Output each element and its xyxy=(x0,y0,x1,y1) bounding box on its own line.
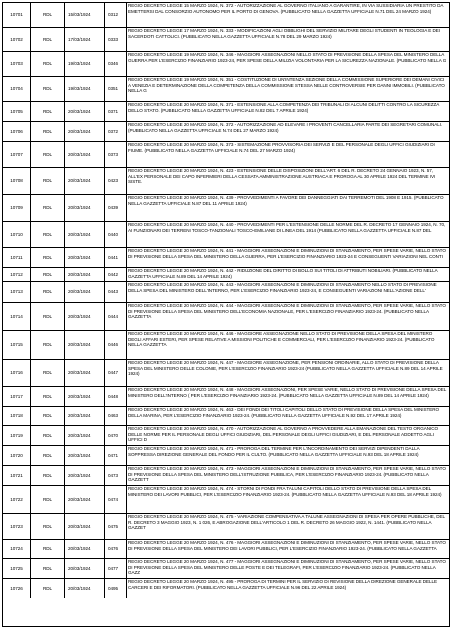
act-type-cell xyxy=(31,540,65,558)
act-number-cell-text: 0473 xyxy=(108,472,119,478)
act-number-cell xyxy=(105,282,127,302)
record-id-cell xyxy=(3,168,31,194)
table-row xyxy=(3,514,449,540)
record-id-cell-text: 10715 xyxy=(10,342,23,348)
act-number-cell xyxy=(105,486,127,513)
act-date-cell-text: 20/03/1924 xyxy=(68,432,91,438)
table-row xyxy=(3,28,449,52)
act-number-cell-text: 0372 xyxy=(108,128,119,134)
act-date-cell xyxy=(65,559,105,578)
record-id-cell-text: 10723 xyxy=(10,523,23,529)
description-cell xyxy=(127,514,449,539)
act-type-cell-text: RDL xyxy=(42,546,53,552)
table-row xyxy=(3,52,449,77)
record-id-cell-text: 10716 xyxy=(10,370,23,376)
record-id-cell xyxy=(3,559,31,578)
act-date-cell-text: 20/03/1924 xyxy=(68,231,91,237)
act-type-cell-text: RDL xyxy=(42,151,53,157)
description-cell-text: REGIO DECRETO LEGGE 20 MARZO 1924, N. 446 - MAGGIORE ASSEGNAZIONE NELLO STATO DI PREVISIONE DELLA SPESA DEL MINISTERO DEGLI AFFARI ESTERI, PER SPESE RELATIVE A MISSIONI POLITICHE E COMMERCIALI, PER L'ESERCIZIO FINANZIARIO 1923-24. (PUBBLICATO NELLA GAZZETTA xyxy=(128,331,435,348)
act-date-cell-text: 20/03/1924 xyxy=(68,342,91,348)
act-type-cell xyxy=(31,407,65,425)
act-type-cell-text: RDL xyxy=(42,36,53,42)
record-id-cell xyxy=(3,331,31,359)
act-date-cell xyxy=(65,514,105,539)
act-type-cell xyxy=(31,387,65,406)
act-type-cell xyxy=(31,579,65,598)
act-date-cell xyxy=(65,446,105,465)
table-row xyxy=(3,331,449,360)
record-id-cell xyxy=(3,268,31,281)
act-number-cell-text: 0470 xyxy=(108,432,119,438)
act-date-cell xyxy=(65,195,105,221)
act-type-cell xyxy=(31,559,65,578)
description-cell xyxy=(127,28,449,51)
act-number-cell xyxy=(105,122,127,141)
description-cell-text: REGIO DECRETO LEGGE 20 MARZO 1924, N. 471 - PROROGA DEL TERMINE PER L'INCORDINAMENTO DEI SERVIZI DIPENDENTI DALLA SOPPRESSA DIREZIONE GENERALE DEL FONDO PER IL CULTO. (PUBBLICATO NELLA GAZZETTA UFFICIALE N.93 DEL 18 APRILE 1924) xyxy=(128,446,420,457)
description-cell xyxy=(127,331,449,359)
act-number-cell xyxy=(105,248,127,267)
table-row xyxy=(3,446,449,466)
act-type-cell-text: RDL xyxy=(42,313,53,319)
act-type-cell xyxy=(31,122,65,141)
act-type-cell-text: RDL xyxy=(42,128,53,134)
act-number-cell-text: 0463 xyxy=(108,413,119,419)
act-type-cell xyxy=(31,77,65,101)
act-date-cell-text: 20/03/1924 xyxy=(68,254,91,260)
table-row xyxy=(3,248,449,268)
record-id-cell-text: 10701 xyxy=(10,12,23,18)
act-date-cell xyxy=(65,28,105,51)
record-id-cell-text: 10708 xyxy=(10,178,23,184)
act-type-cell-text: RDL xyxy=(42,271,53,277)
act-number-cell xyxy=(105,77,127,101)
act-type-cell-text: RDL xyxy=(42,432,53,438)
act-number-cell xyxy=(105,28,127,51)
record-id-cell-text: 10721 xyxy=(10,472,23,478)
act-number-cell-text: 0444 xyxy=(108,313,119,319)
record-id-cell xyxy=(3,387,31,406)
act-date-cell-text: 20/03/1924 xyxy=(68,370,91,376)
record-id-cell-text: 10713 xyxy=(10,289,23,295)
act-date-cell xyxy=(65,122,105,141)
act-type-cell-text: RDL xyxy=(42,565,53,571)
description-cell xyxy=(127,486,449,513)
act-date-cell-text: 19/03/1924 xyxy=(68,86,91,92)
act-date-cell xyxy=(65,486,105,513)
act-number-cell xyxy=(105,559,127,578)
act-date-cell xyxy=(65,579,105,598)
act-date-cell xyxy=(65,248,105,267)
act-type-cell xyxy=(31,360,65,386)
act-type-cell xyxy=(31,102,65,121)
table-row xyxy=(3,466,449,486)
act-number-cell-text: 0443 xyxy=(108,289,119,295)
act-number-cell-text: 0371 xyxy=(108,108,119,114)
table-row xyxy=(3,77,449,102)
act-number-cell xyxy=(105,195,127,221)
act-number-cell-text: 0441 xyxy=(108,254,119,260)
act-type-cell xyxy=(31,446,65,465)
description-cell xyxy=(127,168,449,194)
table-row xyxy=(3,282,449,303)
act-type-cell-text: RDL xyxy=(42,178,53,184)
description-cell xyxy=(127,268,449,281)
act-type-cell xyxy=(31,514,65,539)
record-id-cell-text: 10709 xyxy=(10,205,23,211)
record-id-cell xyxy=(3,579,31,598)
act-date-cell xyxy=(65,303,105,330)
act-date-cell-text: 20/03/1924 xyxy=(68,313,91,319)
act-type-cell xyxy=(31,52,65,76)
table-row xyxy=(3,407,449,426)
act-date-cell-text: 20/03/1924 xyxy=(68,452,91,458)
description-cell xyxy=(127,407,449,425)
description-cell-text: REGIO DECRETO LEGGE 20 MARZO 1924, N. 440 - PROVVEDIMENTI PER L'ESTENSIONE DELLE NORME DEL R. DECRETO 17 GENNAIO 1924, N. 70, AI FUNZIONARI DEI TERRENI TOSCO-TANZIONALI TOSCO-EMILIANE DI LINEA DEL 1914 (PUBBLICATO NELLA GAZZETTA UFFICIALE N.87 DEL xyxy=(128,222,446,233)
description-cell-text: REGIO DECRETO LEGGE 20 MARZO 1924, N. 473 - MAGGIORI ASSEGNAZIONI E DIMINUZIONI DI STANZIAMENTO, PER SPESE VARIE, NELLO STATO DI PREVISIONE DELLA SPESA DEL MINISTERO DELL'ISTRUZIONE PUBBLICA, PER L'ESERCIZIO FINANZIARIO 1923-24. (PUBBLICATO NELLA GAZZETT xyxy=(128,466,446,483)
description-cell-text: REGIO DECRETO LEGGE 20 MARZO 1924, N. 439 - PROVVEDIMENTI A FAVORE DEI DANNEGGIATI DAI TERREMOTI DEL 1908 E 1915. (PUBBLICATO NELLA GAZZETTA UFFICIALE N.87 DEL 11 APRILE 1924) xyxy=(128,195,444,206)
act-number-cell xyxy=(105,514,127,539)
act-number-cell xyxy=(105,446,127,465)
act-date-cell xyxy=(65,466,105,485)
description-cell-text: REGIO DECRETO LEGGE 20 MARZO 1924, N. 443 - MAGGIORI ASSEGNAZIONI E DIMINUZIONI DI STANZIAMENTO NELLO STATO DI PREVISIONE DELLA SPESA DEL MINISTERO DELL'INTERNO, PER L'ESERCIZIO FINANZIARIO 1923-24, E CONSEGUENTI VARIAZIONI NELL'AZIONE DELL' xyxy=(128,282,437,293)
act-date-cell-text: 20/03/1924 xyxy=(68,271,91,277)
table-row xyxy=(3,540,449,559)
description-cell xyxy=(127,3,449,27)
act-number-cell xyxy=(105,426,127,445)
record-id-cell xyxy=(3,52,31,76)
record-id-cell-text: 10718 xyxy=(10,413,23,419)
act-number-cell-text: 0474 xyxy=(108,496,119,502)
act-date-cell-text: 20/03/1924 xyxy=(68,496,91,502)
description-cell-text: REGIO DECRETO LEGGE 20 MARZO 1924, N. 373 - SISTEMAZIONE PROVVISORIA DEI SERVIZI E DEL PERSONALE DEGLI UFFICI GIUDIZIARI DI FIUME. (PUBBLICATO NELLA GAZZETTA UFFICIALE N.74 DEL 27 MARZO 1924) xyxy=(128,142,435,153)
description-cell xyxy=(127,102,449,121)
table-row xyxy=(3,387,449,407)
act-type-cell xyxy=(31,168,65,194)
description-cell-text: REGIO DECRETO LEGGE 20 MARZO 1924, N. 477 - MAGGIORI ASSEGNAZIONI E DIMINUZIONI DI STANZIAMENTO, PER SPESE VARIE, NELLO STATO DI PREVISIONE DELLA SPESA DEL MINISTERO DELLE POSTE E DEI TELEGRAFI, PER L'ESERCIZIO FINANZIARIO 1923-24. (PUBBLICATO NELLA GAZZ xyxy=(128,559,446,576)
description-cell xyxy=(127,222,449,247)
act-date-cell xyxy=(65,282,105,302)
act-type-cell xyxy=(31,303,65,330)
act-type-cell xyxy=(31,222,65,247)
act-date-cell xyxy=(65,407,105,425)
description-cell xyxy=(127,122,449,141)
act-number-cell-text: 0373 xyxy=(108,151,119,157)
table-row xyxy=(3,579,449,598)
description-cell xyxy=(127,303,449,330)
record-id-cell xyxy=(3,3,31,27)
description-cell xyxy=(127,360,449,386)
act-date-cell-text: 20/03/1924 xyxy=(68,413,91,419)
description-cell-text: REGIO DECRETO LEGGE 15 MARZO 1924, N. 372 - AUTORIZZAZIONE AL GOVERNO ITALIANO A GARANTIRE, IN VIA SUSSIDIARIA UN PRESTITO DA EMETTERSI DAL CONSORZIO AUTONOMO PER IL PORTO DI GENOVA. (PUBBLICATO NELLA GAZZETTA UFFICIALE N.71 DEL 24 MARZO 1924) xyxy=(128,3,444,14)
act-date-cell xyxy=(65,168,105,194)
record-id-cell-text: 10711 xyxy=(10,254,23,260)
table-row xyxy=(3,303,449,331)
act-type-cell xyxy=(31,282,65,302)
act-number-cell-text: 0439 xyxy=(108,205,119,211)
record-id-cell-text: 10707 xyxy=(10,151,23,157)
act-type-cell xyxy=(31,486,65,513)
act-date-cell xyxy=(65,3,105,27)
act-date-cell xyxy=(65,77,105,101)
description-cell-text: REGIO DECRETO LEGGE 20 MARZO 1924, N. 474 - STORNI DI FONDI FRA TALUNI CAPITOLI DELLO STATO DI PREVISIONE DELLA SPESA DEL MINISTERO DEI LAVORI PUBBLICI, PER L'ESERCIZIO FINANZIARIO 1923-24. (PUBBLICATO NELLA GAZZETTA UFFICIALE N.93 DEL 18 APRILE 1924) xyxy=(128,486,442,497)
act-number-cell xyxy=(105,3,127,27)
record-id-cell-text: 10724 xyxy=(10,546,23,552)
description-cell-text: REGIO DECRETO LEGGE 20 MARZO 1924, N. 470 - AUTORIZZAZIONE AL GOVERNO A PROVVEDERE ALLA EMANAZIONE DEL TESTO ORGANICO DELLE NORME PER IL PERSONALE DEGLI UFFICI GIUDIZIARI, DEL PERSONALE DEGLI UFFICI GIUDIZIARI, E DEL PERSONALE ADDETTO AGLI UFFICI D xyxy=(128,426,439,443)
description-cell xyxy=(127,248,449,267)
act-number-cell-text: 0423 xyxy=(108,178,119,184)
record-id-cell xyxy=(3,426,31,445)
description-cell-text: REGIO DECRETO LEGGE 20 MARZO 1924, N. 448 - MAGGIORI ASSEGNAZIONI, PER SPESE VARIE, NELLO STATO DI PREVISIONE DELLA SPESA DEL MINISTERO DELL'INTERNO ( PER L'ESERCIZIO FINANZIARIO 1923-24. (PUBBLICATO NELLA GAZZETTA UFFICIALE N.89 DEL 14 APRILE 1924) xyxy=(128,387,447,398)
act-type-cell xyxy=(31,466,65,485)
act-number-cell-text: 0477 xyxy=(108,565,119,571)
description-cell-text: REGIO DECRETO LEGGE 20 MARZO 1924, N. 447 - MAGGIORE ASSEGNAZIONE, PER PENSIONI ORDINARIE, ALLO STATO DI PREVISIONE DELLA SPESA DEL MINISTERO DELLE COLONIE, PER L'ESERCIZIO FINANZIARIO 1923-24 (PUBBLICATO NELLA GAZZETTA UFFICIALE N.89 DEL 14 APRILE 1924) xyxy=(128,360,443,377)
act-type-cell-text: RDL xyxy=(42,413,53,419)
record-id-cell xyxy=(3,514,31,539)
record-id-cell-text: 10720 xyxy=(10,452,23,458)
act-type-cell-text: RDL xyxy=(42,370,53,376)
act-type-cell-text: RDL xyxy=(42,523,53,529)
act-number-cell xyxy=(105,331,127,359)
act-date-cell-text: 20/03/1924 xyxy=(68,178,91,184)
act-number-cell-text: 0351 xyxy=(108,86,119,92)
act-number-cell-text: 0333 xyxy=(108,36,119,42)
table-row xyxy=(3,222,449,248)
act-type-cell xyxy=(31,248,65,267)
record-id-cell xyxy=(3,102,31,121)
description-cell xyxy=(127,446,449,465)
record-id-cell-text: 10719 xyxy=(10,432,23,438)
act-date-cell-text: 20/03/1924 xyxy=(68,128,91,134)
act-date-cell-text: 20/03/1924 xyxy=(68,393,91,399)
description-cell-text: REGIO DECRETO LEGGE 17 MARZO 1924, N. 333 - MODIFICAZIONI AGLI OBBLIGHI DEL SERVIZIO MILITARE DEGLI STUDENTI IN TEOLOGIA E DEI SACERDOTI CATTOLICI. (PUBBLICATO NELLA GAZZETTA UFFICIALE N.78 DEL 29 MARZO 1924) xyxy=(128,28,441,39)
act-date-cell xyxy=(65,387,105,406)
record-id-cell-text: 10710 xyxy=(10,231,23,237)
table-row xyxy=(3,142,449,168)
record-id-cell xyxy=(3,303,31,330)
act-number-cell xyxy=(105,579,127,598)
table-row xyxy=(3,102,449,122)
record-id-cell-text: 10702 xyxy=(10,36,23,42)
table-row xyxy=(3,559,449,579)
act-date-cell-text: 20/03/1924 xyxy=(68,108,91,114)
act-type-cell-text: RDL xyxy=(42,585,53,591)
record-id-cell-text: 10703 xyxy=(10,61,23,67)
act-number-cell xyxy=(105,222,127,247)
record-id-cell xyxy=(3,540,31,558)
description-cell-text: REGIO DECRETO LEGGE 20 MARZO 1924, N. 371 - ESTENSIONE ALLA COMPETENZA DEI TRIBUNALI DI ALCUNI DELITTI CONTRO LA SICUREZZA DELLO STATO. (PUBBLICATO NELLA GAZZETTA UFFICIALE N.82 DEL 7 APRILE 1924) xyxy=(128,102,440,113)
act-date-cell-text: 20/03/1924 xyxy=(68,205,91,211)
description-cell xyxy=(127,142,449,167)
record-id-cell-text: 10705 xyxy=(10,108,23,114)
act-date-cell xyxy=(65,52,105,76)
act-date-cell-text: 20/03/1924 xyxy=(68,472,91,478)
act-number-cell-text: 0495 xyxy=(108,585,119,591)
act-type-cell xyxy=(31,331,65,359)
description-cell xyxy=(127,426,449,445)
description-cell-text: REGIO DECRETO LEGGE 20 MARZO 1924, N. 372 - AUTORIZZAZIONE AD ELEVARE I PROVENTI CANCELLARIA PARTE DEI SEGRETARI COMUNALI. (PUBBLICATO NELLA GAZZETTA UFFICIALE N.74 DEL 27 MARZO 1924) xyxy=(128,122,443,133)
table-row xyxy=(3,360,449,387)
act-type-cell-text: RDL xyxy=(42,12,53,18)
act-number-cell-text: 0448 xyxy=(108,393,119,399)
act-type-cell-text: RDL xyxy=(42,205,53,211)
description-cell xyxy=(127,540,449,558)
description-cell-text: REGIO DECRETO LEGGE 19 MARZO 1924, N. 346 - MAGGIORI ASSEGNAZIONI NELLO STATO DI PREVISIONE DELLA SPESA DEL MINISTERO DELLA GUERRA PER L'ESERCIZIO FINANZIARIO 1923-24, PER SPESE DELLA MILIZIA VOLONTARIA PER LA SICUREZZA NAZIONALE. (PUBBLICATO NELLA G xyxy=(128,52,447,63)
description-cell xyxy=(127,77,449,101)
act-date-cell-text: 20/03/1924 xyxy=(68,565,91,571)
act-number-cell xyxy=(105,387,127,406)
record-id-cell xyxy=(3,77,31,101)
description-cell xyxy=(127,387,449,406)
act-number-cell xyxy=(105,466,127,485)
record-id-cell xyxy=(3,222,31,247)
act-date-cell xyxy=(65,331,105,359)
record-id-cell-text: 10725 xyxy=(10,565,23,571)
act-number-cell xyxy=(105,142,127,167)
record-id-cell xyxy=(3,248,31,267)
act-type-cell-text: RDL xyxy=(42,86,53,92)
act-date-cell xyxy=(65,102,105,121)
act-type-cell-text: RDL xyxy=(42,108,53,114)
description-cell-text: REGIO DECRETO LEGGE 20 MARZO 1924, N. 495 - PROROGA DI TERMINI PER IL SERVIZIO DI REVISIONE DELLA DIREZIONE GENERALE DELLE CARCERI E DEI RIFORMATORI. (PUBBLICATO NELLA GAZZETTA UFFICIALE N.96 DEL 22 APRILE 1924) xyxy=(128,579,438,590)
act-type-cell xyxy=(31,426,65,445)
act-number-cell-text: 0447 xyxy=(108,370,119,376)
record-id-cell-text: 10717 xyxy=(10,393,23,399)
act-type-cell-text: RDL xyxy=(42,393,53,399)
act-type-cell xyxy=(31,28,65,51)
act-number-cell-text: 0471 xyxy=(108,452,119,458)
record-id-cell xyxy=(3,446,31,465)
act-date-cell-text: 19/03/1924 xyxy=(68,61,91,67)
description-cell-text: REGIO DECRETO LEGGE 20 MARZO 1924, N. 441 - MAGGIORI ASSEGNAZIONI E DIMINUZIONI DI STANZIAMENTO, PER SPESE VARIE, NELLO STATO DI PREVISIONE DELLA SPESA DEL MINISTERO DELLA GUERRA, PER L'ESERCIZIO FINANZIARIO 1923-24 E CONSEGUENTI VARIAZIONI NEL CONTI xyxy=(128,248,446,259)
act-number-cell xyxy=(105,303,127,330)
act-type-cell xyxy=(31,3,65,27)
act-number-cell xyxy=(105,102,127,121)
act-number-cell-text: 0475 xyxy=(108,523,119,529)
description-cell-text: REGIO DECRETO LEGGE 20 MARZO 1924, N. 444 - MAGGIORI ASSEGNAZIONI E DIMINUZIONI DI STANZIAMENTO, PER SPESE VARIE, NELLO STATO DI PREVISIONE DELLA SPESA DEL MINISTERO DELL'ECONOMIA NAZIONALE, PER L'ESERCIZIO FINANZIARIO 1923-24. (PUBBLICATO NELLA GAZZETTA xyxy=(128,303,446,320)
act-number-cell-text: 0442 xyxy=(108,271,119,277)
table-row xyxy=(3,426,449,446)
description-cell xyxy=(127,195,449,221)
act-number-cell xyxy=(105,407,127,425)
record-id-cell xyxy=(3,28,31,51)
table-row xyxy=(3,486,449,514)
table-row xyxy=(3,122,449,142)
decree-table xyxy=(2,2,450,627)
description-cell xyxy=(127,282,449,302)
record-id-cell xyxy=(3,486,31,513)
act-date-cell-text: 20/03/1924 xyxy=(68,523,91,529)
description-cell-text: REGIO DECRETO LEGGE 20 MARZO 1924, N. 463 - DEI FONDI DEI TITOLI CAPITOLI DELLO STATO DI PREVISIONE DELLA SPESA DEL MINISTERO DELLA MARINA, PER L'ESERCIZIO FINANZIARIO 1923-24. (PUBBLICATO NELLA GAZZETTA UFFICIALE N.92 DEL 17 APRILE 1924) xyxy=(128,407,440,418)
act-number-cell-text: 0440 xyxy=(108,231,119,237)
act-number-cell xyxy=(105,268,127,281)
act-type-cell xyxy=(31,195,65,221)
table-row xyxy=(3,195,449,222)
act-date-cell xyxy=(65,268,105,281)
act-number-cell-text: 0312 xyxy=(108,12,119,18)
act-date-cell-text: 20/03/1924 xyxy=(68,585,91,591)
act-date-cell-text: 20/03/1924 xyxy=(68,289,91,295)
act-number-cell-text: 0346 xyxy=(108,61,119,67)
description-cell xyxy=(127,466,449,485)
record-id-cell-text: 10712 xyxy=(10,271,23,277)
act-date-cell-text: 15/03/1924 xyxy=(68,12,91,18)
act-type-cell-text: RDL xyxy=(42,289,53,295)
record-id-cell-text: 10704 xyxy=(10,86,23,92)
record-id-cell xyxy=(3,122,31,141)
act-type-cell xyxy=(31,142,65,167)
record-id-cell xyxy=(3,142,31,167)
act-date-cell xyxy=(65,540,105,558)
record-id-cell-text: 10726 xyxy=(10,585,23,591)
act-date-cell-text: 17/03/1924 xyxy=(68,36,91,42)
act-date-cell xyxy=(65,360,105,386)
act-type-cell xyxy=(31,268,65,281)
description-cell-text: REGIO DECRETO LEGGE 19 MARZO 1924, N. 351 - COSTITUZIONE DI UN'INTENZA SEZIONE DELLA COMMISSIONE SUPERIORE DEI DEMANI CIVICI A VENEZIA E DETERMINAZIONE DELLA COMPETENZA DELLA COMMISSIONE STESSA NELLE CONTROVERSIE PER DANNI IMMOBILI. (PUBBLICATO NELLA G xyxy=(128,77,445,94)
act-number-cell xyxy=(105,360,127,386)
act-number-cell-text: 0476 xyxy=(108,546,119,552)
act-type-cell-text: RDL xyxy=(42,61,53,67)
description-cell xyxy=(127,52,449,76)
act-type-cell-text: RDL xyxy=(42,496,53,502)
record-id-cell-text: 10714 xyxy=(10,313,23,319)
act-number-cell xyxy=(105,540,127,558)
act-date-cell-text: 20/03/1924 xyxy=(68,546,91,552)
act-type-cell-text: RDL xyxy=(42,254,53,260)
record-id-cell xyxy=(3,466,31,485)
act-type-cell-text: RDL xyxy=(42,231,53,237)
description-cell xyxy=(127,559,449,578)
act-date-cell xyxy=(65,222,105,247)
record-id-cell-text: 10706 xyxy=(10,128,23,134)
record-id-cell-text: 10722 xyxy=(10,496,23,502)
act-number-cell-text: 0446 xyxy=(108,342,119,348)
act-type-cell-text: RDL xyxy=(42,342,53,348)
description-cell-text: REGIO DECRETO LEGGE 20 MARZO 1924, N. 442 - RIDUZIONE DEL DIRITTO DI BOLLO SUI TITOLI DI ATTRIBUTI NOBILIARI. (PUBBLICATO NELLA GAZZETTA UFFICIALE N.89 DEL 14 APRILE 1924) xyxy=(128,268,438,279)
description-cell xyxy=(127,579,449,598)
record-id-cell xyxy=(3,407,31,425)
record-id-cell xyxy=(3,195,31,221)
description-cell-text: REGIO DECRETO LEGGE 20 MARZO 1924, N. 423 - ESTENSIONE DELLE DISPOSIZIONI DELL'ART. 6 DEL R. DECRETO 24 GENNAIO 1923, N. 57, ALL'EX PERSONALE DEI CAPO INFERMIERI DELLA CESSATA AMMINISTRAZIONE AUSTRIACA E PROROGA AL 30 APRILE 1924 DEL TERMINE IVI SISTE. xyxy=(128,168,436,185)
act-number-cell xyxy=(105,52,127,76)
act-date-cell xyxy=(65,426,105,445)
record-id-cell xyxy=(3,282,31,302)
description-cell-text: REGIO DECRETO LEGGE 20 MARZO 1924, N. 475 - VARIAZIONE COMPENSATIVA A TALUNE ASSEGNAZIONI DI SPESA PER OPERE PUBBLICHE, DEL R. DECRETO 3 MAGGIO 1923, N. 1 026, E ABROGAZIONE DELL'ARTICOLO 1 DEL R. DECRETO 26 MAGGIO 1922, N. 1441. (PUBBLICATO NELLA GAZZET xyxy=(128,514,445,531)
table-row xyxy=(3,3,449,28)
act-date-cell-text: 20/03/1924 xyxy=(68,151,91,157)
description-cell-text: REGIO DECRETO LEGGE 20 MARZO 1924, N. 476 - MAGGIORI ASSEGNAZIONI E DIMINUZIONI DI STANZIAMENTO, PER SPESE VARIE, NELLO STATO DI PREVISIONE DELLA SPESA DEL MINISTERO DEI LAVORI PUBBLICI, PER L'ESERCIZIO FINANZIARIO 1923-24. (PUBBLICATO NELLA GAZZETTA xyxy=(128,540,446,551)
record-id-cell xyxy=(3,360,31,386)
table-row xyxy=(3,168,449,195)
act-type-cell-text: RDL xyxy=(42,472,53,478)
act-type-cell-text: RDL xyxy=(42,452,53,458)
act-number-cell xyxy=(105,168,127,194)
table-row xyxy=(3,268,449,282)
act-date-cell xyxy=(65,142,105,167)
